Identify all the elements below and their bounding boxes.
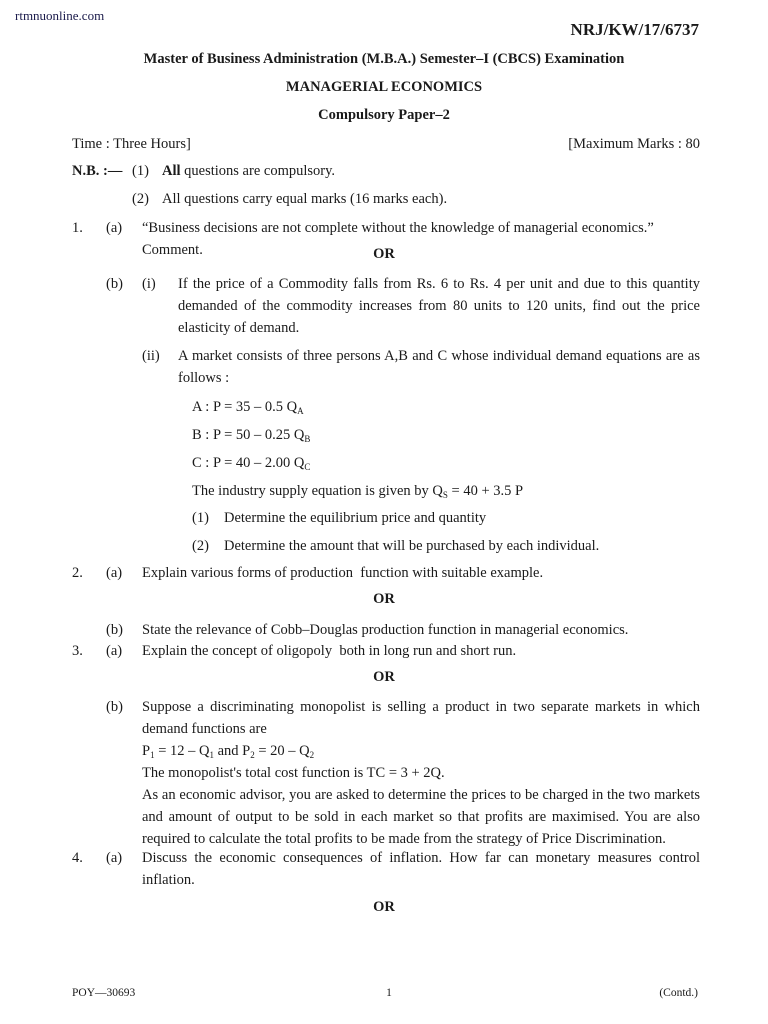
- nb-item-2: All questions carry equal marks (16 marks each).: [162, 191, 448, 207]
- supply-text-pre: The industry supply equation is given by Q: [192, 483, 443, 499]
- nb-label: N.B. :—: [72, 163, 123, 179]
- q2-number: 2.: [72, 565, 83, 581]
- equation-a-text: A : P = 35 – 0.5 Q: [192, 399, 298, 415]
- q2-or: OR: [373, 591, 395, 607]
- nb-item-1: [162, 160, 335, 182]
- q1b-label: (b): [106, 276, 123, 292]
- site-watermark: rtmnuonline.com: [15, 8, 105, 23]
- nb-item-1-bold: All: [162, 163, 181, 179]
- q1-subscript: 1: [209, 750, 214, 760]
- p1-symbol: P: [142, 743, 151, 759]
- demand-equation-b: [192, 424, 310, 446]
- and-text: and: [213, 743, 243, 759]
- cost-function: The monopolist's total cost function is TC = 3 + 2Q.: [142, 765, 445, 781]
- equation-b-text: B : P = 50 – 0.25 Q: [192, 427, 305, 443]
- time-label: Time : Three Hours]: [72, 136, 191, 152]
- q1bi-label: (i): [142, 276, 156, 292]
- demand-equation-c: [192, 452, 310, 474]
- sub-item-1-number: (1): [192, 510, 209, 526]
- sub-item-2-text: Determine the amount that will be purchased by each individual.: [224, 538, 600, 554]
- sub-item-2-number: (2): [192, 538, 209, 554]
- q4a-text: Discuss the economic consequences of inflation. How far can monetary measures control inflation.: [142, 850, 700, 888]
- p2-subscript: 2: [250, 750, 255, 760]
- footer-code: POY—30693: [72, 987, 136, 999]
- advisor-paragraph: As an economic advisor, you are asked to determine the prices to be charged in the two markets and amount of output to be sold in each market so that profits are maximised. You are also required to calculate the total profits to be made from the strategy of Price Discrimination.: [142, 787, 700, 847]
- q1a-label: (a): [106, 220, 123, 236]
- demand-functions: [142, 740, 700, 762]
- p1-subscript: 1: [150, 750, 155, 760]
- subject-title: MANAGERIAL ECONOMICS: [285, 79, 483, 95]
- q2b-label: (b): [106, 622, 123, 638]
- q2a-text: Explain various forms of production function with suitable example.: [142, 565, 544, 581]
- q4a-label: (a): [106, 850, 123, 866]
- equation-c-text: C : P = 40 – 2.00 Q: [192, 455, 305, 471]
- sub-item-1-text: Determine the equilibrium price and quantity: [224, 510, 487, 526]
- q1a-text: “Business decisions are not complete without the knowledge of managerial economics.” Comment.: [142, 220, 654, 258]
- p2-symbol: P: [242, 743, 251, 759]
- q1bi-text: If the price of a Commodity falls from Rs. 6 to Rs. 4 per unit and due to this quantity demanded of the commodity increases from 80 units to 120 units, find out the price elasticity of demand.: [178, 276, 700, 336]
- equation-c-subscript: C: [304, 462, 311, 472]
- q1bii-label: (ii): [142, 348, 160, 364]
- supply-equation: [192, 480, 523, 502]
- nb-item-1-text: questions are compulsory.: [180, 163, 336, 179]
- q2-subscript: 2: [309, 750, 315, 760]
- q3b-block: [142, 696, 700, 850]
- q4-number: 4.: [72, 850, 83, 866]
- supply-subscript: S: [442, 490, 448, 500]
- q1bii-text: A market consists of three persons A,B and C whose individual demand equations are as follows :: [178, 348, 700, 386]
- nb-item-1-number: (1): [132, 163, 149, 179]
- q1-number: 1.: [72, 220, 83, 236]
- nb-item-2-number: (2): [132, 191, 149, 207]
- exam-title: Master of Business Administration (M.B.A.) Semester–I (CBCS) Examination: [143, 51, 625, 67]
- q2a-label: (a): [106, 565, 123, 581]
- q3a-text: Explain the concept of oligopoly both in long run and short run.: [142, 643, 517, 659]
- q1-or: OR: [373, 246, 395, 262]
- continued-label: (Contd.): [659, 987, 698, 999]
- q3b-label: (b): [106, 699, 123, 715]
- p2-equation: = 20 – Q: [254, 743, 310, 759]
- demand-equation-a: [192, 396, 304, 418]
- q3-or: OR: [373, 669, 395, 685]
- q3-number: 3.: [72, 643, 83, 659]
- equation-b-subscript: B: [304, 434, 311, 444]
- q3b-intro: Suppose a discriminating monopolist is selling a product in two separate markets in which demand functions are: [142, 699, 700, 737]
- p1-equation: = 12 – Q: [154, 743, 210, 759]
- q2b-text: State the relevance of Cobb–Douglas production function in managerial economics.: [142, 622, 629, 638]
- q4-or: OR: [373, 899, 395, 915]
- page-number: 1: [386, 987, 392, 999]
- equation-a-subscript: A: [297, 406, 304, 416]
- q3a-label: (a): [106, 643, 123, 659]
- paper-code: NRJ/KW/17/6737: [570, 20, 699, 39]
- paper-title: Compulsory Paper–2: [318, 107, 450, 123]
- max-marks-label: [Maximum Marks : 80: [568, 136, 700, 152]
- supply-text-post: = 40 + 3.5 P: [447, 483, 524, 499]
